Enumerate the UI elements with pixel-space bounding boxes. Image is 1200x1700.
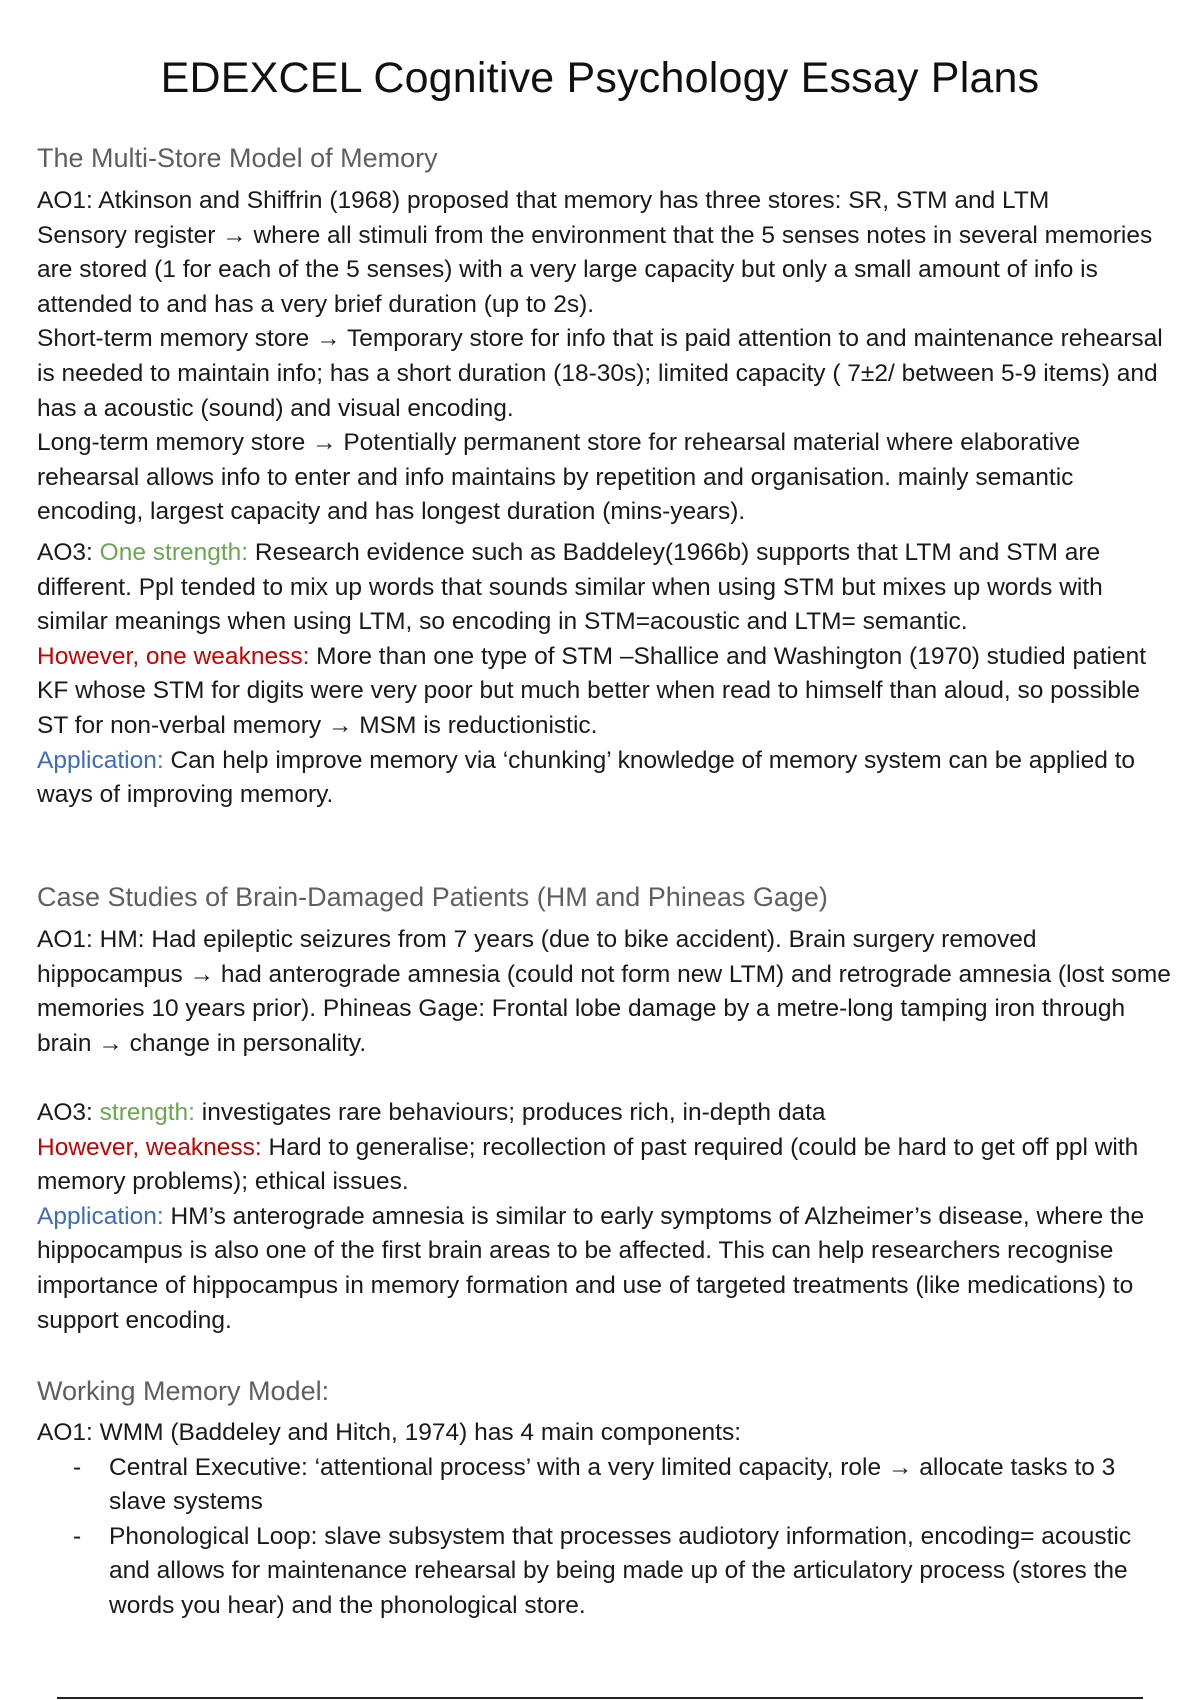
weakness-text: More than one type of STM –Shallice and Washington (1970) studied patient KF whose STM for digits were very poor but much better when read to himself than aloud, so possible ST for non-verbal memory → MSM is reductionistic. bbox=[37, 642, 1147, 739]
strength-label: One strength: bbox=[99, 539, 249, 566]
wmm-component-list bbox=[37, 1451, 1177, 1624]
wmm-ao1-intro: AO1: WMM (Baddeley and Hitch, 1974) has 4 main components: bbox=[37, 1419, 742, 1446]
msm-ao3-strength bbox=[37, 536, 1177, 640]
section-heading-wmm: Working Memory Model: bbox=[37, 1376, 330, 1406]
strength-text: investigates rare behaviours; produces rich, in-depth data bbox=[194, 1099, 826, 1126]
dash-bullet: - bbox=[73, 1453, 82, 1481]
case-ao3-application bbox=[37, 1200, 1177, 1338]
dash-bullet: - bbox=[73, 1522, 82, 1550]
component-phonological-loop: Phonological Loop: slave subsystem that processes audiotory information, encoding= acoustic and allows for maintenance rehearsal by being made up of the articulatory process (stores the words you hear) and the phonological store. bbox=[109, 1522, 1132, 1619]
weakness-text: Hard to generalise; recollection of past required (could be hard to get off ppl with memory problems); ethical issues. bbox=[37, 1133, 1139, 1196]
strength-label: strength: bbox=[99, 1099, 195, 1126]
case-ao3-strength bbox=[37, 1096, 1177, 1131]
msm-ao3-application bbox=[37, 744, 1177, 813]
page-title: EDEXCEL Cognitive Psychology Essay Plans bbox=[160, 54, 1040, 102]
msm-ao1-block bbox=[37, 184, 1177, 530]
weakness-label: However, weakness: bbox=[37, 1133, 262, 1161]
component-central-executive: Central Executive: ‘attentional process’ with a very limited capacity, role → allocate tasks to 3 slave systems bbox=[109, 1453, 1116, 1516]
case-ao1-text: AO1: HM: Had epileptic seizures from 7 years (due to bike accident). Brain surgery removed hippocampus → had anterograde amnesia (could not form new LTM) and retrograde amnesia (lost some memories 10 years prior). Phineas Gage: Frontal lobe damage by a metre-long tamping iron through brain → change in personality. bbox=[37, 926, 1171, 1057]
msm-long-term-memory: Long-term memory store → Potentially permanent store for rehearsal material where elaborative rehearsal allows info to enter and info maintains by repetition and organisation. mainly semantic encoding, largest capacity and has longest duration (mins-years). bbox=[37, 429, 1081, 526]
page-bottom-divider bbox=[57, 1697, 1143, 1699]
case-ao3-weakness bbox=[37, 1131, 1177, 1200]
case-ao1-block bbox=[37, 923, 1177, 1061]
ao3-prefix: AO3: bbox=[37, 539, 100, 566]
strength-text: Research evidence such as Baddeley(1966b) supports that LTM and STM are different. Ppl tended to mix up words that sounds similar when using STM but mixes up words with similar meanings when using LTM, so encoding in STM=acoustic and LTM= semantic. bbox=[37, 539, 1103, 636]
msm-sensory-register: Sensory register → where all stimuli from the environment that the 5 senses notes in several memories are stored (1 for each of the 5 senses) with a very large capacity but only a small amount of info is attended to and has a very brief duration (up to 2s). bbox=[37, 221, 1153, 318]
msm-ao3-block bbox=[37, 536, 1177, 813]
msm-short-term-memory: Short-term memory store → Temporary store for info that is paid attention to and maintenance rehearsal is needed to maintain info; has a short duration (18-30s); limited capacity ( 7±2/ between 5-9 items) and has a acoustic (sound) and visual encoding. bbox=[37, 325, 1163, 422]
application-text: Can help improve memory via ‘chunking’ knowledge of memory system can be applied to ways of improving memory. bbox=[37, 746, 1136, 809]
section-heading-msm: The Multi-Store Model of Memory bbox=[37, 143, 438, 173]
case-ao3-block bbox=[37, 1096, 1177, 1338]
application-text: HM’s anterograde amnesia is similar to early symptoms of Alzheimer’s disease, where the hippocampus is also one of the first brain areas to be affected. This can help researchers recognise importance of hippocampus in memory formation and use of targeted treatments (like medications) to support encoding. bbox=[37, 1202, 1145, 1334]
weakness-label: However, one weakness: bbox=[37, 642, 310, 670]
section-heading-case-studies: Case Studies of Brain-Damaged Patients (HM and Phineas Gage) bbox=[37, 882, 828, 912]
application-label: Application: bbox=[37, 746, 164, 774]
wmm-ao1-block bbox=[37, 1416, 1177, 1624]
msm-ao3-weakness bbox=[37, 640, 1177, 744]
list-item bbox=[37, 1451, 1177, 1520]
msm-ao1-line: AO1: Atkinson and Shiffrin (1968) proposed that memory has three stores: SR, STM and LTM bbox=[37, 187, 1050, 214]
list-item bbox=[37, 1520, 1177, 1624]
ao3-prefix: AO3: bbox=[37, 1099, 100, 1126]
application-label: Application: bbox=[37, 1202, 164, 1230]
